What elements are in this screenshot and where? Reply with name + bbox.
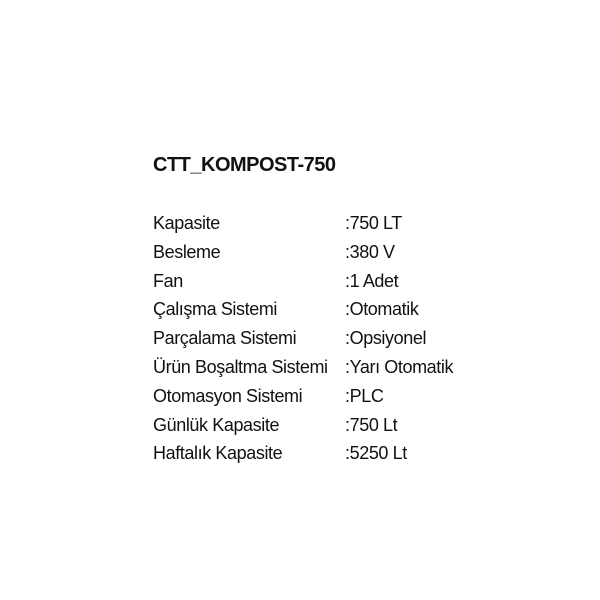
spec-value: :750 Lt [345,414,398,435]
spec-value: :Otomatik [345,299,419,320]
spec-label: Çalışma Sistemi [153,299,278,320]
spec-value: :Yarı Otomatik [345,356,454,377]
product-title: CTT_KOMPOST-750 [153,154,336,176]
spec-value: :380 V [345,241,395,262]
spec-label: Günlük Kapasite [153,414,280,435]
spec-row-haftalik-kapasite [153,439,483,468]
spec-label: Otomasyon Sistemi [153,385,303,406]
spec-table [153,209,483,468]
spec-value: :750 LT [345,213,402,233]
spec-row-kapasite [153,209,483,238]
spec-row-fan [153,267,483,296]
spec-label: Haftalık Kapasite [153,443,283,464]
spec-label: Fan [153,270,183,291]
spec-row-calisma-sistemi [153,295,483,324]
spec-row-gunluk-kapasite [153,411,483,440]
spec-row-otomasyon-sistemi [153,382,483,411]
spec-value: :5250 Lt [345,443,407,464]
spec-value: :1 Adet [345,270,399,291]
spec-row-urun-bosaltma-sistemi [153,353,483,382]
spec-row-parcalama-sistemi [153,324,483,353]
spec-label: Kapasite [153,213,220,233]
spec-label: Besleme [153,241,221,262]
spec-value: :PLC [345,385,384,406]
spec-label: Parçalama Sistemi [153,328,297,349]
spec-label: Ürün Boşaltma Sistemi [153,356,328,377]
spec-value: :Opsiyonel [345,328,427,349]
spec-row-besleme [153,238,483,267]
